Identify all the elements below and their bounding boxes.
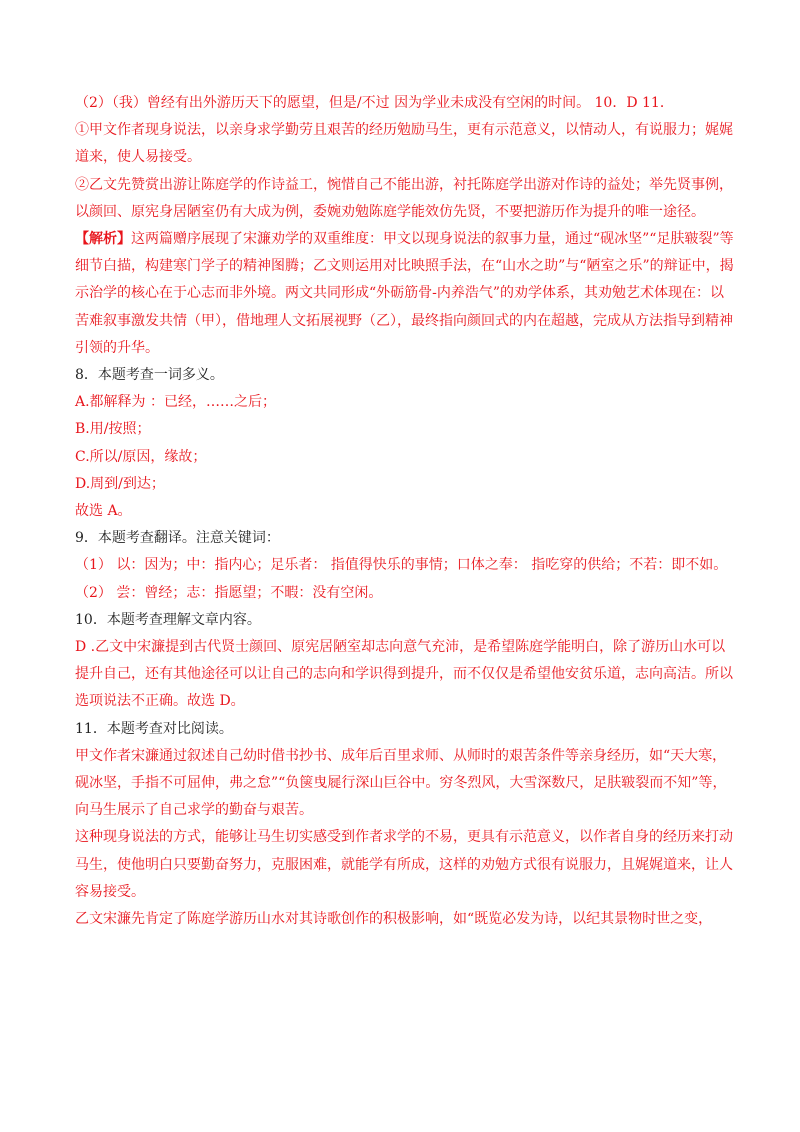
q8-answer: 故选 A。 bbox=[75, 503, 132, 520]
q9-keywords-2: （2） 尝：曾经；志：指愿望；不暇：没有空闲。 bbox=[75, 584, 383, 601]
q9-heading: 9．本题考查翻译。注意关键词： bbox=[75, 530, 280, 547]
q11-paragraph-1: 甲文作者宋濂通过叙述自己幼时借书抄书、成年后百里求师、从师时的艰苦条件等亲身经历，如“天大寒，砚冰坚，手指不可屈伸，弗之怠”“负箧曳屣行深山巨谷中。穷冬烈风，大雪深数尺，足肤皲裂而不知”等，向马生展示了自己求学的勤奋与艰苦。 bbox=[75, 747, 727, 819]
q11-heading: 11．本题考查对比阅读。 bbox=[75, 720, 233, 737]
q8-option-b: B.用/按照； bbox=[75, 421, 151, 438]
q11-paragraph-2: 这种现身说法的方式，能够让马生切实感受到作者求学的不易，更具有示范意义，以作者自身的经历来打动马生，使他明白只要勤奋努力，克服困难，就能学有所成，这样的劝勉方式很有说服力，且娓娓道来，让人容易接受。 bbox=[75, 829, 733, 900]
q8-heading: 8．本题考查一词多义。 bbox=[75, 367, 224, 384]
q8-option-c: C.所以/原因，缘故； bbox=[75, 448, 207, 465]
q10-explanation: D .乙文中宋濂提到古代贤士颜回、原宪居陋室却志向意气充沛，是希望陈庭学能明白，除了游历山水可以提升自己，还有其他途径可以让自己的志向和学识得到提升，而不仅仅是希望他安贫乐道，志向高洁。所以选项说法不正确。故选 D。 bbox=[75, 639, 733, 710]
answer-q11-point-2: ②乙文先赞赏出游让陈庭学的作诗益工，惋惜自己不能出游，衬托陈庭学出游对作诗的益处；举先贤事例，以颜回、原宪身居陋室仍有大成为例，委婉劝勉陈庭学能效仿先贤，不要把游历作为提升的唯一途径。 bbox=[75, 176, 733, 220]
q11-paragraph-3: 乙文宋濂先肯定了陈庭学游历山水对其诗歌创作的积极影响，如“既览必发为诗，以纪其景物时世之变， bbox=[75, 911, 713, 928]
answer-q11-point-1: ①甲文作者现身说法，以亲身求学勤劳且艰苦的经历勉励马生，更有示范意义，以情动人，有说服力；娓娓道来，使人易接受。 bbox=[75, 122, 733, 166]
analysis-tag: 【解析】 bbox=[75, 231, 131, 248]
q10-heading: 10．本题考查理解文章内容。 bbox=[75, 611, 261, 628]
analysis-paragraph bbox=[75, 226, 735, 362]
document-page bbox=[75, 90, 735, 933]
analysis-text: 这两篇赠序展现了宋濂劝学的双重维度：甲文以现身说法的叙事力量，通过“砚冰坚”“足肤皲裂”等细节白描，构建寒门学子的精神图腾；乙文则运用对比映照手法，在“山水之助”与“陋室之乐”的辩证中，揭示治学的核心在于心志而非外境。两文共同形成“外砺筋骨-内养浩气”的劝学体系，其劝勉艺术体现在：以苦难叙事激发共情（甲），借地理人文拓展视野（乙），最终指向颜回式的内在超越，完成从方法指导到精神引领的升华。 bbox=[75, 231, 734, 356]
q8-option-d: D.周到/到达； bbox=[75, 475, 165, 492]
q9-keywords-1: （1） 以：因为；中：指内心；足乐者： 指值得快乐的事情；口体之奉： 指吃穿的供给；不若：即不如。 bbox=[75, 557, 728, 574]
q8-option-a: A.都解释为 ：已经，……之后； bbox=[75, 394, 277, 411]
answer-line-q9-2-q10-q11: （2）（我）曾经有出外游历天下的愿望，但是/不过 因为学业未成没有空闲的时间。 10．D 11． bbox=[75, 95, 674, 111]
